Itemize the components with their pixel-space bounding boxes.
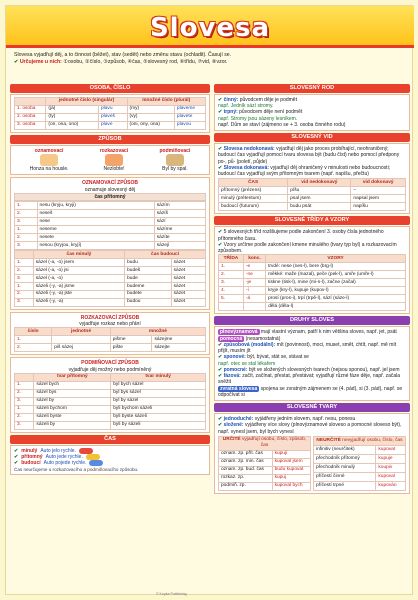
table-row: příčestí činné kupoval [314, 472, 406, 481]
table-row: dělá (děla-l) [219, 303, 406, 311]
table-row: 1. sázeli (-y, -a) jsme budeme sázet [15, 283, 206, 291]
table-row: 2. -ne měkké: maže (mazal), peče (pek-l), umře (umře-l) [219, 271, 406, 279]
check-icon: ✔ [218, 341, 223, 348]
tridy-box: ✔ 5 slovesných tříd rozlišujeme podle zakončení 3. osoby čísla jednotného přítomného času. ✔ Vzory určíme podle zakončení kmene minulého (tvary typ byl) a rozkazovacím způsobem. TŘÍDA konc. VZORY 1. -e trvdé: nese (nes-l), bere (brg-l) 2. -ne měkké: maže (mazal), peče (pek-l), umře (umře-l) 3. -je tiskne (tisk-l), mine (mi-n-l), začne (začal) 4. -í kryje (kry-l), kupuje (kupov-l) 5. -á prosí (pros-i), trpí (trpě-l), sází (sáze-l) dělá (děla-l) [214, 226, 410, 314]
section-header-cas: ČAS [10, 435, 210, 444]
check-icon: ✔ [218, 109, 223, 116]
present-header: čas přítomný [14, 193, 206, 201]
table-row: 3. -je tiskne (tisk-l), mine (mi-n-l), začne (začal) [219, 279, 406, 287]
table-row: oznam. zp. přít. čas kupuji [219, 450, 311, 458]
zpusob-box [10, 145, 210, 176]
table-row: 4. -í kryje (kry-l), kupuje (kupov-l) [219, 287, 406, 295]
table-row: 2. neseš sázíš [15, 210, 206, 218]
table-row: 3. sázel by byl by sázel [15, 397, 206, 405]
table-row: 1. osoba (já) plavu (my) plaveme [15, 105, 206, 113]
intro-line2: ①osobu, ②číslo, ③způsob, ④čas, ⑤slovesný rod, ⑥třídu, ⑦vid, ⑧vzor. [63, 58, 228, 65]
neurcite-table: NEURČITÉ nevyjadřují osobu, číslo, čas infinitiv (neurčitek) kupovat přechodník přítomný kupuje přechodník minulý koupiv příčestí činné kupoval příčestí trpné kupován [313, 436, 406, 491]
table-row: budoucí (futurum) budu psát napíšu [219, 203, 406, 211]
table-row: 2. osoba (ty) plaveš (vy) plavete [15, 113, 206, 121]
druhy-box: plnovýznamová mají vlastní význam, patří k nim většina sloves, např. jet, psát pomocná (nesamostatná) ✔ způsobová (modální): mít (povinnost), moci, muset, smět, chtít, např. mě mít přijít, musím jít ✔ sponové: být, bývat, stát se, stávat se např. otec se stal lékařem ✔ pomocné: být ve složených slovesných tvarech (nejsou sponou), např. jel jsem ✔ fázová: začít, začínat, přestat, přestávat; vyjadřují různé fáze děje, např. začala sněžit zvratná slovesa spojena se zvratným zájmenem se (4. pád), si (3. pád), např. se odpočívat si [214, 326, 410, 401]
zpusob-item: oznamovací Honza na housle. [29, 147, 69, 173]
table-row: 3. sázeli (-y, -a) budou sázet [15, 298, 206, 306]
cas-box [10, 445, 210, 475]
col-singular: jednotné číslo (singulár) [46, 97, 127, 105]
col-plural: množné číslo (plurál) [127, 97, 205, 105]
table-row: přítomný (prézens) píšu – [219, 187, 406, 195]
check-icon: ✔ [218, 366, 223, 373]
table-row: 2. nesete sázíte [15, 234, 206, 242]
table-row: 1. nesu (kryju, kryji) sázím [15, 202, 206, 210]
violinist-illustration [40, 154, 58, 166]
section-header-osoba: OSOBA, ČÍSLO [10, 84, 210, 93]
tvary-box: ✔ jednoduché: vyjádřeny jedním slovem, např. nesu, ponesu ✔ složené: vyjádřeny více slovy (plnovýznamové sloveso a pomocné sloveso být), např. vynesl jsem, byl bych vynesl URČITÉ vyjadřují osobu, číslo, způsob, čas oznam. zp. přít. čas kupuji oznam. zp. min. čas kupoval jsem oznam. zp. bud. čas budu kupovat rozkaz. zp. kupuj podmiň. zp. kupoval bych NEURČITÉ nevyjadřují osobu, číslo, čas infinitiv (neurčitek) kupovat přechodník přítomný kupuje přechodník minulý koupiv příčestí činné kupoval příčestí trpné kupován [214, 413, 410, 494]
check-icon: ✔ [14, 447, 19, 454]
table-row: 2. piš sázej pište sázejte [15, 344, 206, 352]
intro [14, 52, 406, 65]
right-column [214, 82, 410, 494]
table-row: 1. sázel bych byl bych sázel [15, 381, 206, 389]
osoba-box [10, 94, 210, 133]
table-row: minulý (préteritum) psal jsem napsal jsem [219, 195, 406, 203]
vid-table: ČAS vid nedokonavý vid dokonavý přítomný (prézens) píšu – minulý (préteritum) psal jsem napsal jsem budoucí (futurum) budu psát napíšu [218, 178, 406, 211]
vid-box: ✔ Slovesa nedokonavá: vyjadřují děj jako proces probíhající, neohraničený; budoucí čas vyjadřují pomocí tvaru slovesa být (budu číst) nebo pomocí předpony po-, pů- (poletí, půjde) ✔ Slovesa dokonavá: vyjadřují děj ohraničený v minulosti nebo budoucnosti; budoucí čas vyjadřují svým přítomným tvarem (např. napíšu, přečtu) ČAS vid nedokonavý vid dokonavý přítomný (prézens) píšu – minulý (préteritum) psal jsem napsal jsem budoucí (futurum) budu psát napíšu [214, 143, 410, 214]
intro-label: Určujeme u nich: [19, 58, 62, 65]
poster [5, 5, 413, 595]
footer: © Kupka Publishing [156, 592, 187, 596]
past-future-table [14, 250, 206, 307]
list-item: ✔ budoucí Auto pojede rychle. [14, 460, 206, 466]
section-header-druhy: DRUHY SLOVES [214, 316, 410, 325]
table-row: oznam. zp. min. čas kupoval jsem [219, 458, 311, 466]
table-row: 3. nesou (kryjou, kryjí) sázejí [15, 242, 206, 250]
table-row: 1. -e trvdé: nese (nes-l), bere (brg-l) [219, 263, 406, 271]
title-banner [6, 6, 414, 48]
zpusob-item: podmiňovací Byl by spal. [159, 147, 191, 173]
oznamovaci-box [10, 177, 210, 310]
table-row: oznam. zp. bud. čas budu kupovat [219, 466, 311, 474]
table-row: 3. osoba (on, ona, ono) plave (oni, ony, ona) plavou [15, 121, 206, 129]
check-icon: ✔ [14, 58, 19, 65]
table-row: 1. neseme sázíme [15, 226, 206, 234]
table-row: 2. sázeli byste byli byste sázeli [15, 413, 206, 421]
table-row: 1. sázel (-a, -o) jsem budu sázet [15, 259, 206, 267]
table-row: 1. pišme sázejme [15, 336, 206, 344]
present-table [14, 201, 206, 250]
rod-box: ✔ činný: původcem děje je podmět např. Jedník sází stromy. ✔ trpný: původcem děje není podmět např. Stromy jsou sázeny lesníkem. např. Dům se staví (zájmeno se + 3. osoba činného rodu) [214, 94, 410, 131]
check-icon: ✔ [14, 460, 19, 467]
rozkazovaci-box: ROZKAZOVACÍ ZPŮSOB vyjadřuje rozkaz nebo přání číslo jednotné množné 1. pišme sázejme 2. piš sázej pište sázejte [10, 312, 210, 355]
check-icon: ✔ [218, 422, 223, 429]
oznamovaci-sub: oznamuje slovesný děj [84, 186, 136, 193]
table-row: 3. sázel (-a, -o) bude sázet [15, 275, 206, 283]
table-row: 2. sázeli (-y, -a) jste budete sázet [15, 290, 206, 298]
table-row: 5. -á prosí (pros-i), trpí (trpě-l), sází (sáze-l) [219, 295, 406, 303]
cas-note: Čas neurčujeme u rozkazovacího a podmiňovacího způsobu. [14, 466, 139, 472]
check-icon: ✔ [218, 96, 223, 103]
table-row: 2. sázel (-a, -o) jsi budeš sázet [15, 267, 206, 275]
past-header: čas minulý [33, 251, 124, 259]
check-icon: ✔ [218, 146, 223, 153]
urcite-table: URČITÉ vyjadřují osobu, číslo, způsob, čas oznam. zp. přít. čas kupuji oznam. zp. min. čas kupoval jsem oznam. zp. bud. čas budu kupovat rozkaz. zp. kupuj podmiň. zp. kupoval bych [218, 436, 311, 491]
check-icon: ✔ [218, 416, 223, 422]
tridy-table: TŘÍDA konc. VZORY 1. -e trvdé: nese (nes-l), bere (brg-l) 2. -ne měkké: maže (mazal), peče (pek-l), umře (umře-l) 3. -je tiskne (tisk-l), mine (mi-n-l), začne (začal) 4. -í kryje (kry-l), kupuje (kupov-l) 5. -á prosí (pros-i), trpí (trpě-l), sází (sáze-l) dělá (děla-l) [218, 254, 406, 311]
car-icon [89, 460, 103, 466]
check-icon: ✔ [14, 454, 19, 461]
left-column [10, 82, 210, 475]
section-header-vid: SLOVESNÝ VID [214, 133, 410, 142]
podminovaci-table: tvar přítomný tvar minulý 1. sázel bych byl bych sázel 2. sázel bys byl bys sázel 3. sázel by byl by sázel 1. sázeli bychom byli bychom sázeli 2. sázeli byste byli byste sázeli 3. sázeli by byli by sázeli [14, 373, 206, 430]
future-header: čas budoucí [125, 251, 206, 259]
check-icon: ✔ [218, 373, 223, 380]
table-row: infinitiv (neurčitek) kupovat [314, 445, 406, 454]
section-header-tvary: SLOVESNÉ TVARY [214, 403, 410, 412]
osoba-table [14, 97, 206, 130]
shouting-illustration [105, 154, 123, 166]
table-row: přechodník přítomný kupuje [314, 454, 406, 463]
car-icon [79, 448, 93, 454]
car-icon [86, 454, 100, 460]
oznamovaci-header: OZNAMOVACÍ ZPŮSOB [81, 180, 139, 187]
list-item: ✔ přítomný Auto jede rychle. [14, 454, 206, 460]
page-title: Slovesa [149, 13, 271, 43]
section-header-zpusob: ZPŮSOB [10, 135, 210, 144]
list-item: ✔ minulý Auto jelo rychle. [14, 448, 206, 454]
podminovaci-box: PODMIŇOVACÍ ZPŮSOB vyjadřuje děj možný nebo podmíněný tvar přítomný tvar minulý 1. sázel bych byl bych sázel 2. sázel bys byl bys sázel 3. sázel by byl by sázel 1. sázeli bychom byli bychom sázeli 2. sázeli byste byli byste sázeli 3. sázeli by byli by sázeli [10, 357, 210, 432]
sleeping-dog-illustration [166, 154, 184, 166]
table-row: podmiň. zp. kupoval bych [219, 482, 311, 490]
table-row: 3. nese sází [15, 218, 206, 226]
check-icon: ✔ [218, 354, 223, 361]
check-icon: ✔ [218, 229, 223, 236]
table-row: 3. sázeli by byli by sázeli [15, 421, 206, 429]
table-row: rozkaz. zp. kupuj [219, 474, 311, 482]
table-row: příčestí trpné kupován [314, 481, 406, 490]
section-header-tridy: SLOVESNÉ TŘÍDY A VZORY [214, 216, 410, 225]
table-row: přechodník minulý koupiv [314, 463, 406, 472]
rozkazovaci-table: číslo jednotné množné 1. pišme sázejme 2. piš sázej pište sázejte [14, 327, 206, 352]
check-icon: ✔ [218, 164, 223, 171]
section-header-rod: SLOVESNÝ ROD [214, 84, 410, 93]
check-icon: ✔ [218, 241, 223, 248]
zpusob-item: rozkazovací Nezlobte! [99, 147, 129, 173]
intro-line1: Slovesa vyjadřují děj, a to činnost (běžet), stav (sedět) nebo změnu stavu (ochladit). Časují se. [14, 52, 232, 58]
table-row: 1. sázeli bychom byli bychom sázeli [15, 405, 206, 413]
table-row: 2. sázel bys byl bys sázel [15, 389, 206, 397]
